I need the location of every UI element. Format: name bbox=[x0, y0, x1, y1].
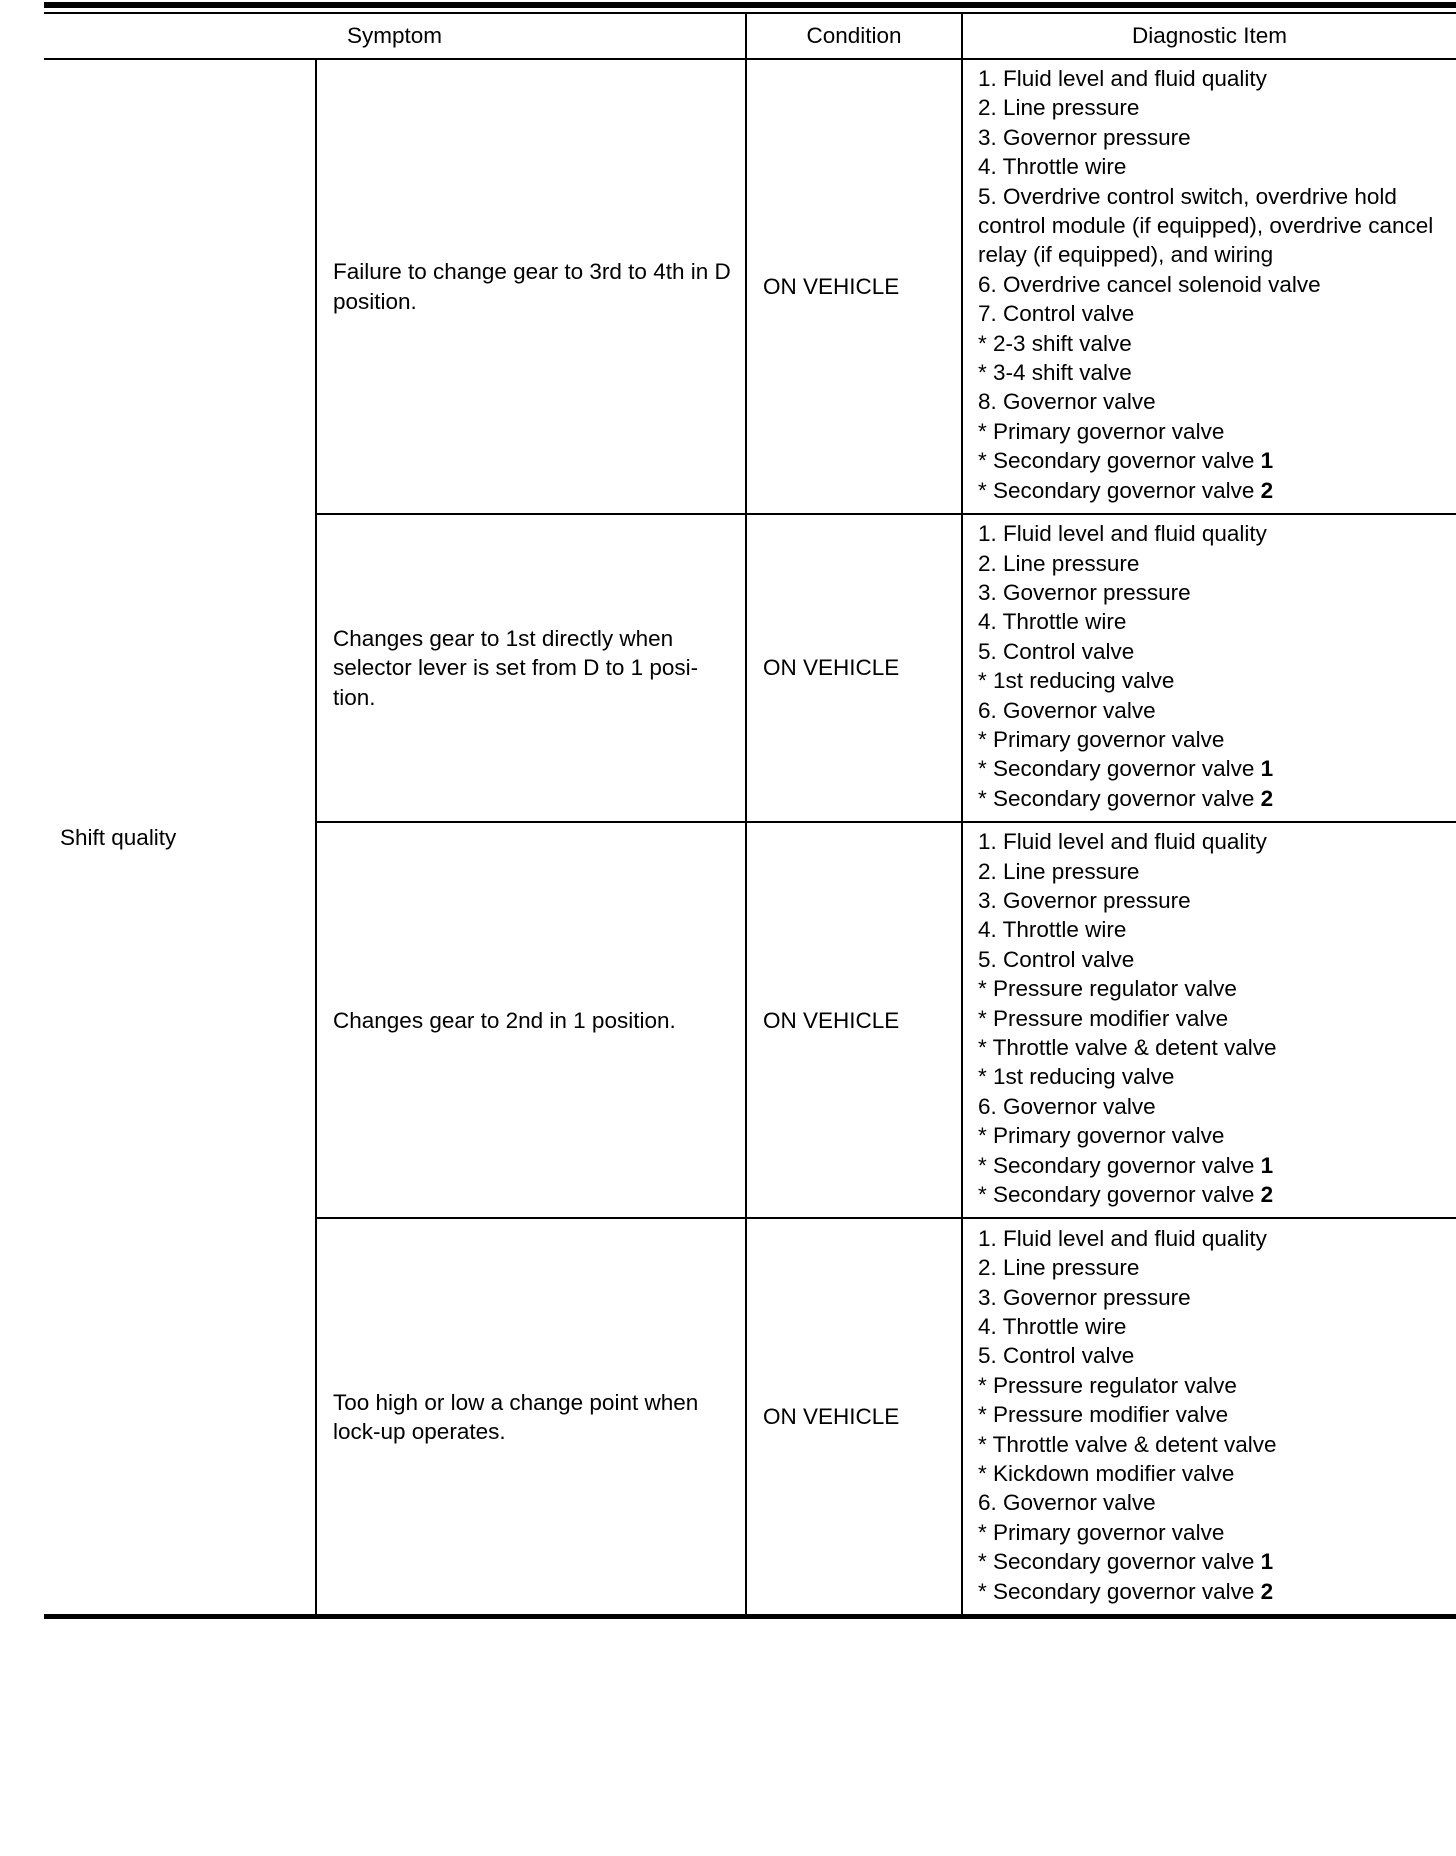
diagnostic-item bbox=[978, 1488, 1448, 1517]
diagnostic-item bbox=[978, 1459, 1448, 1488]
diagnostic-item-text: 2. Line pressure bbox=[978, 95, 1140, 121]
diagnostic-item bbox=[978, 299, 1448, 328]
diagnostic-item-text: * 3-4 shift valve bbox=[978, 360, 1132, 386]
diagnostic-item-text: 6. Governor valve bbox=[978, 697, 1156, 723]
symptom-text: Too high or low a change point when lock-up operates. bbox=[316, 1218, 746, 1614]
diagnostic-item bbox=[978, 945, 1448, 974]
condition-text: ON VEHICLE bbox=[746, 514, 962, 822]
diagnostic-item-text: * Primary governor valve bbox=[978, 1123, 1225, 1149]
diagnostic-item bbox=[978, 1547, 1448, 1576]
diagnostic-item bbox=[978, 607, 1448, 636]
condition-text: ON VEHICLE bbox=[746, 1218, 962, 1614]
diagnostic-item-text: 4. Throttle wire bbox=[978, 1314, 1127, 1340]
table-header-row bbox=[44, 14, 1456, 59]
condition-text: ON VEHICLE bbox=[746, 822, 962, 1218]
header-symptom: Symptom bbox=[44, 14, 746, 59]
diagnostic-item-text: * 2-3 shift valve bbox=[978, 330, 1132, 356]
diagnostic-item-text: * Secondary governor valve bbox=[978, 785, 1261, 811]
diagnostic-items bbox=[962, 1218, 1456, 1614]
diagnostic-item bbox=[978, 93, 1448, 122]
diagnostic-item-text: 3. Governor pressure bbox=[978, 1284, 1191, 1310]
diagnostic-item bbox=[978, 1371, 1448, 1400]
symptom-category: Shift quality bbox=[60, 824, 177, 850]
diagnostic-item bbox=[978, 123, 1448, 152]
diagnostic-item-text: * Throttle valve & detent valve bbox=[978, 1035, 1277, 1060]
diagnostic-item bbox=[978, 974, 1448, 1003]
diagnostic-item-text: 7. Control valve bbox=[978, 301, 1135, 327]
diagnostic-item bbox=[978, 446, 1448, 475]
diagnostic-item-text: * Secondary governor valve bbox=[978, 1549, 1261, 1575]
diagnostic-item bbox=[978, 857, 1448, 886]
diagnostic-item bbox=[978, 666, 1448, 695]
diagnostic-item-text: * Secondary governor valve bbox=[978, 1182, 1261, 1208]
diagnostic-item-text: * Secondary governor valve bbox=[978, 477, 1261, 503]
top-rule bbox=[44, 2, 1456, 8]
diagnostic-item bbox=[978, 519, 1448, 548]
diagnostic-item-text: * Primary governor valve bbox=[978, 726, 1225, 752]
diagnostic-item-text: 1. Fluid level and fluid quality bbox=[978, 66, 1267, 91]
diagnostic-items bbox=[962, 59, 1456, 514]
diagnostic-item-text: 2. Line pressure bbox=[978, 858, 1140, 884]
diagnostic-item bbox=[978, 696, 1448, 725]
symptom-text: Failure to change gear to 3rd to 4th in D position. bbox=[316, 59, 746, 514]
diagnostic-item bbox=[978, 578, 1448, 607]
symptom-text: Changes gear to 1st directly when selector lever is set from D to 1 posi-tion. bbox=[316, 514, 746, 822]
diagnostic-item bbox=[978, 1121, 1448, 1150]
diagnostic-item-text: 1. Fluid level and fluid quality bbox=[978, 1225, 1267, 1251]
diagnostic-item bbox=[978, 827, 1448, 856]
diagnostic-item bbox=[978, 1033, 1448, 1062]
header-condition: Condition bbox=[746, 14, 962, 59]
table-row bbox=[44, 59, 1456, 514]
diagnostic-item bbox=[978, 915, 1448, 944]
diagnostic-item bbox=[978, 417, 1448, 446]
diagnosis-table bbox=[44, 14, 1456, 1614]
diagnostic-item bbox=[978, 1180, 1448, 1209]
diagnostic-item-text: 2. Line pressure bbox=[978, 1255, 1140, 1281]
diagnostic-item bbox=[978, 1312, 1448, 1341]
diagnostic-item-text: 4. Throttle wire bbox=[978, 609, 1127, 635]
diagnostic-item bbox=[978, 329, 1448, 358]
diagnostic-item-text: 5. Control valve bbox=[978, 638, 1135, 664]
diagnostic-item-number: 2 bbox=[1260, 477, 1274, 503]
condition-text: ON VEHICLE bbox=[746, 59, 962, 514]
diagnostic-item-text: * Primary governor valve bbox=[978, 418, 1225, 444]
diagnostic-item-text: 1. Fluid level and fluid quality bbox=[978, 829, 1267, 855]
diagnostic-item-text: * Secondary governor valve bbox=[978, 756, 1261, 782]
diagnostic-item bbox=[978, 182, 1448, 270]
diagnostic-item-text: 6. Overdrive cancel solenoid valve bbox=[978, 271, 1321, 297]
diagnostic-item bbox=[978, 476, 1448, 505]
header-diagnostic-item: Diagnostic Item bbox=[962, 14, 1456, 59]
diagnostic-item bbox=[978, 1400, 1448, 1429]
symptom-text: Changes gear to 2nd in 1 position. bbox=[316, 822, 746, 1218]
diagnostic-item-text: * Pressure modifier valve bbox=[978, 1005, 1229, 1031]
document-page bbox=[44, 2, 1456, 1619]
diagnostic-item-text: 6. Governor valve bbox=[978, 1093, 1156, 1119]
diagnostic-item-text: 3. Governor pressure bbox=[978, 579, 1191, 605]
diagnostic-item bbox=[978, 1253, 1448, 1282]
diagnostic-item-text: * Secondary governor valve bbox=[978, 448, 1261, 474]
diagnostic-item-text: 5. Control valve bbox=[978, 1343, 1135, 1369]
diagnostic-item-text: 3. Governor pressure bbox=[978, 124, 1191, 150]
diagnostic-item-text: 4. Throttle wire bbox=[978, 917, 1127, 943]
diagnostic-item-number: 1 bbox=[1260, 756, 1274, 782]
diagnostic-item-number: 2 bbox=[1260, 1578, 1274, 1604]
diagnostic-item bbox=[978, 1518, 1448, 1547]
diagnostic-item bbox=[978, 1004, 1448, 1033]
diagnostic-item bbox=[978, 1224, 1448, 1253]
diagnostic-item-text: * Kickdown modifier valve bbox=[978, 1461, 1235, 1487]
diagnostic-item-text: * Throttle valve & detent valve bbox=[978, 1431, 1277, 1457]
diagnostic-item-text: * Secondary governor valve bbox=[978, 1578, 1261, 1604]
diagnostic-item-text: 1. Fluid level and fluid quality bbox=[978, 521, 1267, 547]
diagnostic-item bbox=[978, 549, 1448, 578]
diagnostic-items bbox=[962, 822, 1456, 1218]
diagnostic-item-text: * Pressure regulator valve bbox=[978, 1372, 1237, 1398]
diagnostic-item bbox=[978, 754, 1448, 783]
diagnostic-item-number: 1 bbox=[1260, 448, 1274, 474]
diagnostic-item bbox=[978, 1092, 1448, 1121]
diagnostic-item-text: 4. Throttle wire bbox=[978, 154, 1127, 180]
diagnostic-item bbox=[978, 725, 1448, 754]
diagnostic-item-text: 5. Control valve bbox=[978, 946, 1135, 972]
table-body bbox=[44, 59, 1456, 1614]
diagnostic-item bbox=[978, 152, 1448, 181]
diagnostic-item-text: * 1st reducing valve bbox=[978, 668, 1175, 694]
diagnostic-item bbox=[978, 64, 1448, 93]
diagnostic-item-text: 5. Overdrive control switch, overdrive hold control module (if equipped), overdrive cancel relay (if equipped), and wiring bbox=[978, 183, 1434, 268]
diagnostic-item-number: 2 bbox=[1260, 1182, 1274, 1208]
diagnostic-item bbox=[978, 1430, 1448, 1459]
diagnostic-item-number: 2 bbox=[1260, 785, 1274, 811]
diagnostic-item bbox=[978, 637, 1448, 666]
diagnostic-item-text: * Primary governor valve bbox=[978, 1519, 1225, 1545]
diagnostic-item-text: 6. Governor valve bbox=[978, 1490, 1156, 1516]
diagnostic-item bbox=[978, 1577, 1448, 1606]
diagnostic-item bbox=[978, 270, 1448, 299]
diagnostic-item bbox=[978, 784, 1448, 813]
diagnostic-items bbox=[962, 514, 1456, 822]
diagnostic-item-number: 1 bbox=[1260, 1152, 1274, 1178]
bottom-rule bbox=[44, 1614, 1456, 1619]
diagnostic-item-text: * Secondary governor valve bbox=[978, 1152, 1261, 1178]
diagnostic-item bbox=[978, 1283, 1448, 1312]
diagnostic-item-text: 2. Line pressure bbox=[978, 550, 1140, 576]
diagnostic-item bbox=[978, 1151, 1448, 1180]
diagnostic-item-text: 3. Governor pressure bbox=[978, 887, 1191, 913]
diagnostic-item bbox=[978, 1341, 1448, 1370]
diagnostic-item-number: 1 bbox=[1260, 1549, 1274, 1575]
diagnostic-item bbox=[978, 1062, 1448, 1091]
diagnostic-item bbox=[978, 387, 1448, 416]
diagnostic-item-text: * Pressure regulator valve bbox=[978, 976, 1237, 1002]
diagnostic-item-text: * Pressure modifier valve bbox=[978, 1402, 1229, 1428]
diagnostic-item bbox=[978, 886, 1448, 915]
diagnostic-item bbox=[978, 358, 1448, 387]
diagnostic-item-text: * 1st reducing valve bbox=[978, 1064, 1175, 1090]
diagnostic-item-text: 8. Governor valve bbox=[978, 389, 1156, 415]
